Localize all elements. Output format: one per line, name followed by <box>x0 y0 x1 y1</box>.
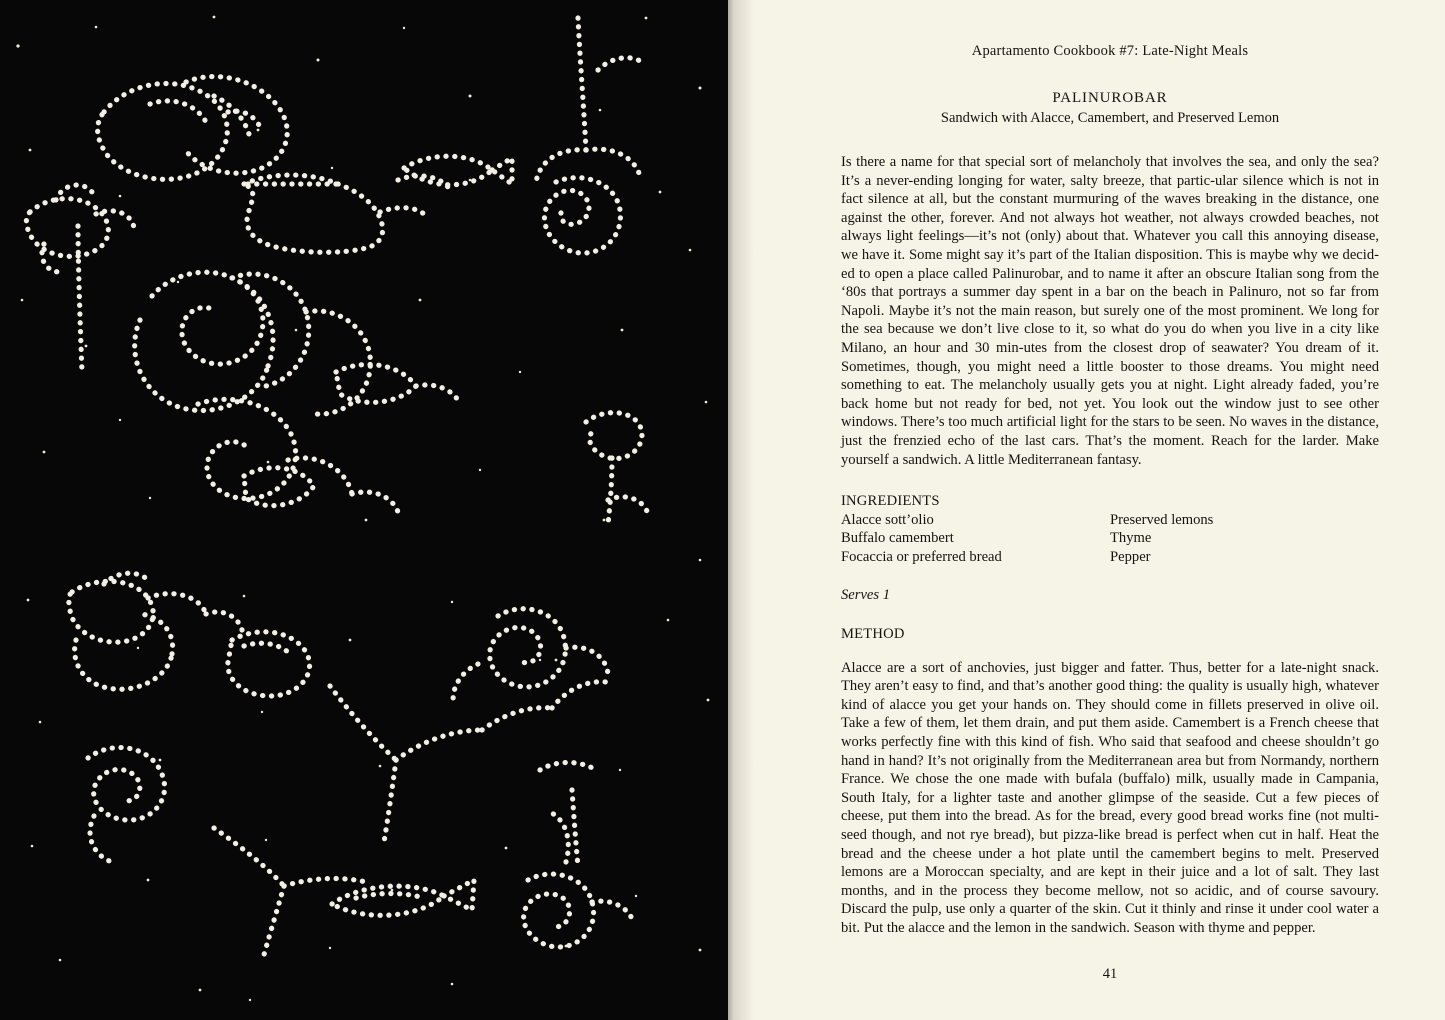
ingredients-label: INGREDIENTS <box>841 493 940 510</box>
ingredient-item: Focaccia or preferred bread <box>841 548 1002 565</box>
recipe-title-block <box>841 90 1379 127</box>
recipe-title: PALINUROBAR <box>1052 90 1168 106</box>
page-number: 41 <box>1102 965 1118 982</box>
ingredient-item: Pepper <box>1110 548 1151 565</box>
method-label: METHOD <box>841 626 905 643</box>
running-head: Apartamento Cookbook #7: Late-Night Meals <box>971 43 1249 59</box>
method-text: Alacce are a sort of anchovies, just bigger and fatter. Thus, better for a late-night snack. They aren’t easy to find, and that’s another good thing: the quality is usually high, whatever kind of alacce you get your hands on. They should come in fillets preserved in olive oil. Take a few of them, let them drain, and put them aside. Camembert is a French cheese that works perfectly fine with this kind of fish. Who said that seafood and cheese shouldn’t go hand in hand? It’s not originally from the Mediterranean area but from Normandy, northern France. We chose the one made with bufala (buffalo) milk, usually made in Campania, South Italy, for a lighter taste and another glimpse of the seaside. Cut a few pieces of cheese, put them into the bread. As for the bread, every good bread works fine (not multi-seed though, and not rye bread), but pizza-like bread is perfect when cut in half. Heat the bread and the cheese under a hot plate until the camembert begins to melt. Preserved lemons are a Moroccan specialty, and are kept in their juice and a lot of salt. They last months, and in the process they become mellow, not so acidic, and of course savoury. Discard the pulp, use only a quarter of the skin. Cut it thinly and rinse it under cool water a bit. Put the alacce and the lemon in the sandwich. Season with thyme and pepper. <box>841 659 1379 936</box>
ingredients-list <box>841 511 1379 567</box>
ingredient-item: Alacce sott’olio <box>841 511 934 528</box>
ingredients-column-left <box>841 511 1110 567</box>
right-page-text <box>728 0 1445 1020</box>
recipe-subtitle: Sandwich with Alacce, Camembert, and Preserved Lemon <box>940 110 1280 126</box>
ingredient-item: Preserved lemons <box>1110 511 1214 528</box>
recipe-intro-text: Is there a name for that special sort of melancholy that involves the sea, and only the sea? It’s a never-ending longing for water, salty breeze, that partic-ular silence which is not in fact silence at all, but the constant murmuring of the waves breaking in the distance, one against the other, forever. And not always hot weather, not always crowded beaches, not always light feelings—it’s not (only) about that. Whatever you call this annoying disease, we have it. Some might say it’s part of the Italian disposition. This is maybe why we decid-ed to open a place called Palinurobar, and to name it after an obscure Italian song from the ‘80s that portrays a summer day spent in a bar on the beach in Palinuro, not so far from Napoli. Maybe it’s not the main reason, but surely one of the most prominent. We long for the sea because we don’t live close to it, so what do you do when you live in a city like Milano, an hour and 30 min-utes from the closest drop of seawater? You dream of it. Sometimes, though, you might need a little booster to those dreams. You might need something to eat. The melancholy usually gets you at night. Light already faded, you’re back home but not ready for bed, not yet. You look out the window just to see other windows. There’s too much artificial light for the stars to be seen. No waves in the distance, just the frenzied echo of the last cars. That’s the moment. Reach for the larder. Make yourself a sandwich. A little Mediterranean fantasy. <box>841 154 1379 468</box>
ingredient-item: Buffalo camembert <box>841 530 954 547</box>
serves-note: Serves 1 <box>841 587 891 604</box>
ingredient-item: Thyme <box>1110 530 1152 547</box>
ingredients-column-right <box>1110 511 1379 567</box>
